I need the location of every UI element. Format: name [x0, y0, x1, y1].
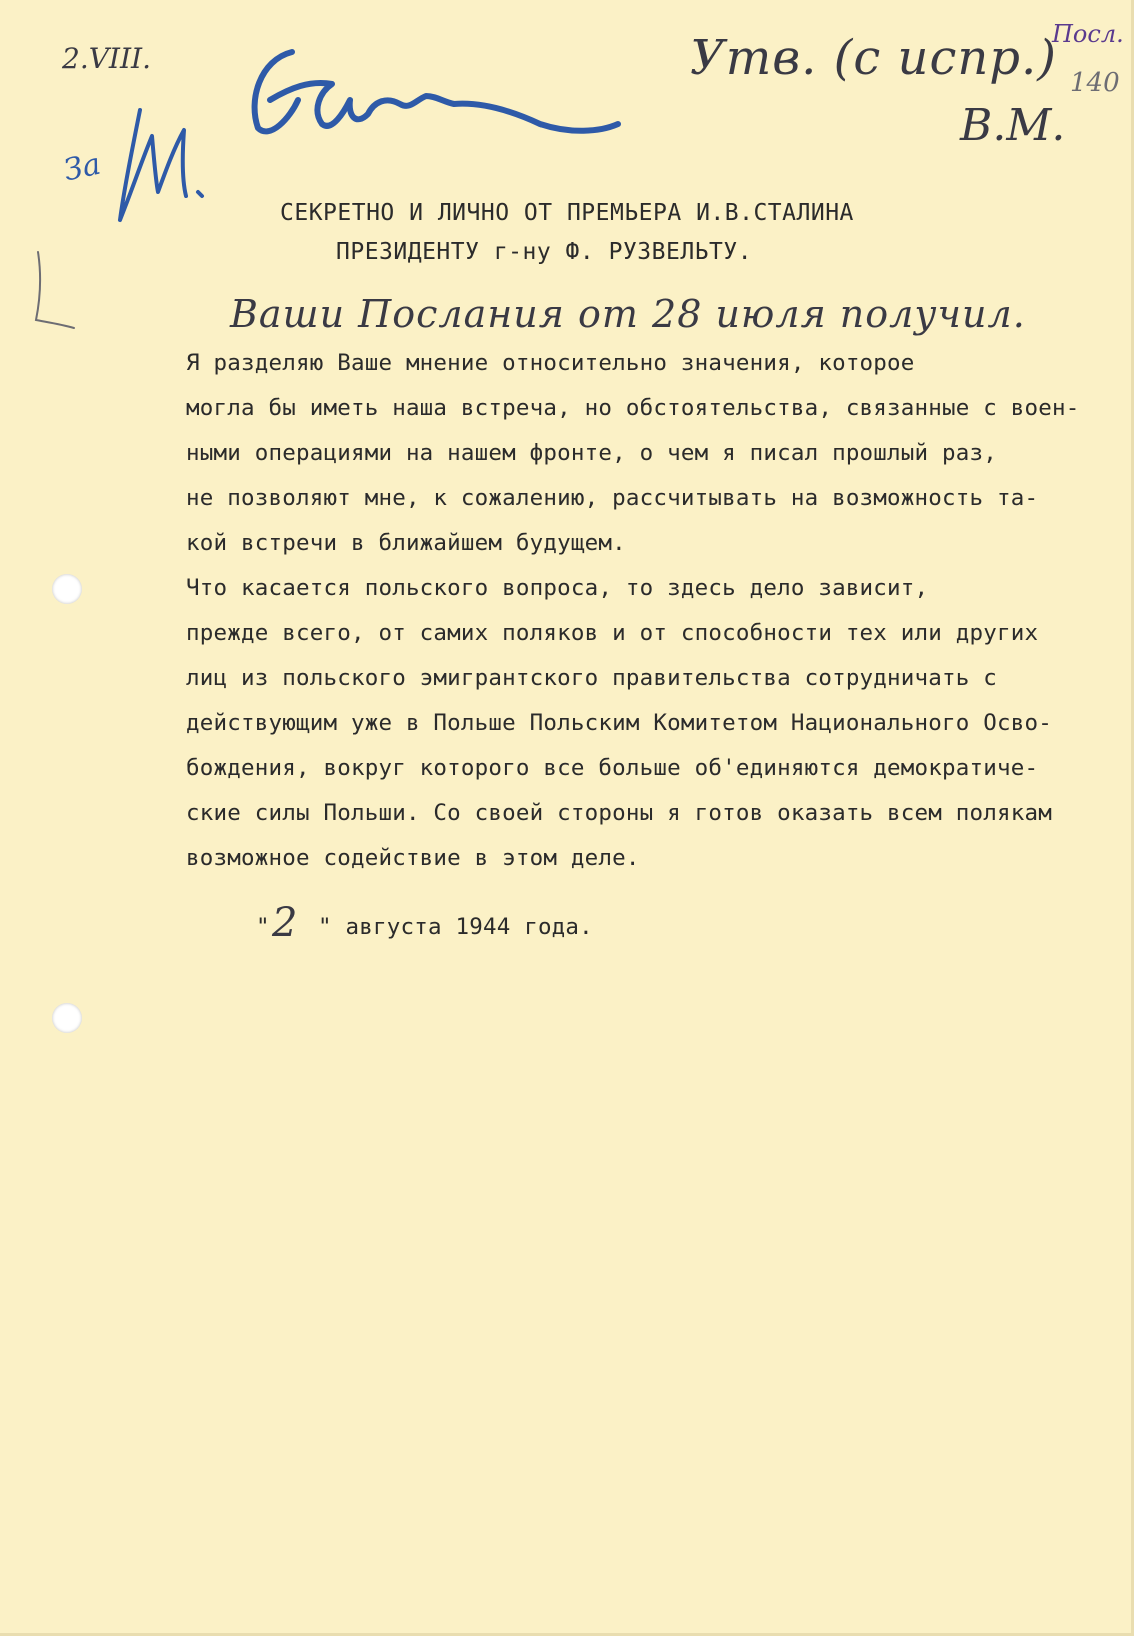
text-line: не позволяют мне, к сожалению, рассчитывать на возможность та-: [186, 485, 1039, 511]
date-quote-open: ": [256, 914, 270, 940]
handwritten-approval-note: Утв. (с испр.): [690, 30, 1057, 86]
punch-hole-upper: [52, 574, 82, 604]
date-text: " августа 1944 года.: [318, 914, 593, 940]
signature-initial-m: [110, 100, 210, 230]
signature-stalin: [240, 40, 640, 150]
heading-line-2: ПРЕЗИДЕНТУ г-ну Ф. РУЗВЕЛЬТУ.: [336, 239, 753, 265]
text-line: ские силы Польши. Со своей стороны я готов оказать всем полякам: [186, 800, 1053, 826]
handwritten-added-line: Ваши Послания от 28 июля получил.: [230, 292, 1026, 336]
text-line: возможное содействие в этом деле.: [186, 845, 640, 871]
text-line: Я разделяю Ваше мнение относительно значения, которое: [186, 350, 915, 376]
heading-line-1: СЕКРЕТНО И ЛИЧНО ОТ ПРЕМЬЕРА И.В.СТАЛИНА: [280, 200, 854, 226]
text-line: бождения, вокруг которого все больше об'единяются демократиче-: [186, 755, 1039, 781]
text-line: Что касается польского вопроса, то здесь дело зависит,: [186, 575, 929, 601]
text-line: лиц из польского эмигрантского правительства сотрудничать с: [186, 665, 998, 691]
handwritten-posl-mark: Посл.: [1052, 20, 1124, 48]
scan-margin-right: [1134, 0, 1146, 1643]
text-line: прежде всего, от самих поляков и от способности тех или других: [186, 620, 1039, 646]
handwritten-approval-initials: В.М.: [960, 100, 1066, 151]
text-line: ными операциями на нашем фронте, о чем я писал прошлый раз,: [186, 440, 998, 466]
punch-hole-lower: [52, 1003, 82, 1033]
text-line: могла бы иметь наша встреча, но обстоятельства, связанные с воен-: [186, 395, 1080, 421]
margin-mark: [24, 248, 84, 338]
handwritten-side-mark: За: [60, 146, 104, 189]
scan-margin-bottom: [0, 1636, 1146, 1643]
text-line: действующим уже в Польше Польским Комитетом Национального Осво-: [186, 710, 1053, 736]
handwritten-page-number: 140: [1070, 68, 1120, 98]
handwritten-date: 2.VIII.: [62, 42, 152, 75]
handwritten-date-day: 2: [272, 900, 298, 946]
text-line: кой встречи в ближайшем будущем.: [186, 530, 626, 556]
